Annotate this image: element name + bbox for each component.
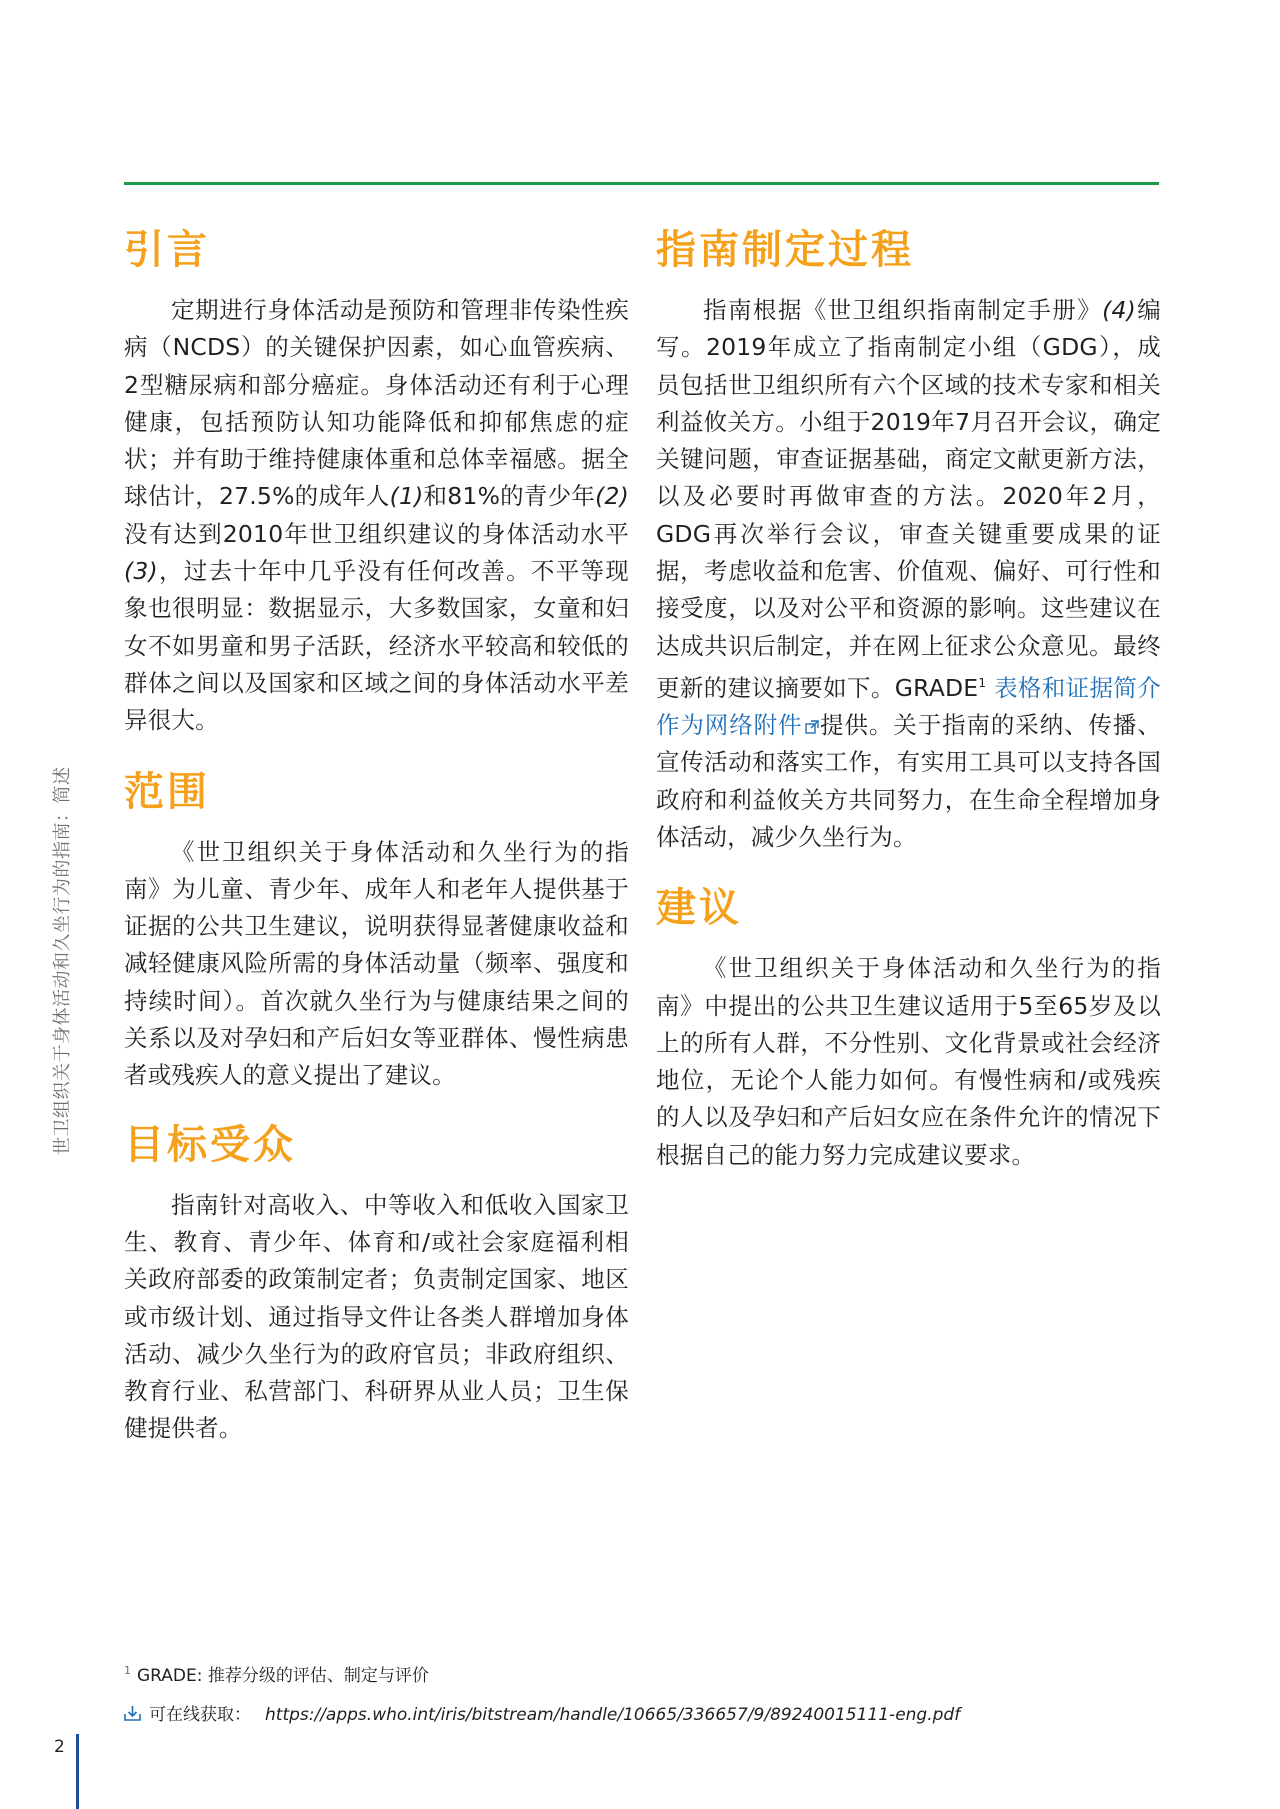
online-availability [124,1700,960,1725]
footnote-ref: 1 [978,675,987,690]
online-label: 可在线获取： [149,1705,251,1725]
intro-paragraph [124,292,629,740]
heading-audience: 目标受众 [124,1121,296,1168]
external-link-icon[interactable] [805,720,819,734]
process-text-1: 指南根据《世卫组织指南制定手册》 [703,296,1103,324]
section-intro [124,222,629,740]
intro-text-3: 没有达到2010年世卫组织建议的身体活动水平 [124,519,629,548]
heading-scope: 范围 [124,768,210,815]
audience-paragraph: 指南针对高收入、中等收入和低收入国家卫生、教育、青少年、体育和/或社会家庭福利相关政府部委的政策制定者；负责制定国家、地区或市级计划、通过指导文件让各类人群增加身体活动、减少久坐行为的政府官员；非政府组织、教育行业、私营部门、科研界从业人员；卫生保健提供者。 [124,1190,629,1443]
section-audience [124,1117,629,1448]
process-paragraph [656,292,1161,856]
top-divider [124,182,1159,185]
section-scope [124,764,629,1095]
online-url-link[interactable]: https://apps.who.int/iris/bitstream/handle/10665/336657/9/89240015111-eng.pdf [265,1705,961,1725]
intro-text-4: ，过去十年中几乎没有任何改善。不平等现象也很明显：数据显示，大多数国家，女童和妇女不如男童和男子活跃，经济水平较高和较低的群体之间以及国家和区域之间的身体活动水平差异很大。 [124,557,629,735]
intro-text-1: 定期进行身体活动是预防和管理非传染性疾病（NCDS）的关键保护因素，如心血管疾病、2型糖尿病和部分癌症。身体活动还有利于心理健康，包括预防认知功能降低和抑郁焦虑的症状；并有助于维持健康体重和总体幸福感。据全球估计，27.5%的成年人 [124,296,629,511]
scope-paragraph: 《世卫组织关于身体活动和久坐行为的指南》为儿童、青少年、成年人和老年人提供基于证据的公共卫生建议，说明获得显著健康收益和减轻健康风险所需的身体活动量（频率、强度和持续时间）。首次就久坐行为与健康结果之间的关系以及对孕妇和产后妇女等亚群体、慢性病患者或残疾人的意义提出了建议。 [124,837,629,1090]
heading-recommendations: 建议 [656,885,742,932]
intro-text-2: 和81%的青少年 [423,482,596,511]
section-recommendations [656,880,1161,1174]
process-text-2: 编写。2019年成立了指南制定小组（GDG），成员包括世卫组织所有六个区域的技术专家和相关利益攸关方。小组于2019年7月召开会议，确定关键问题，审查证据基础，商定文献更新方法，以及必要时再做审查的方法。2020年2月，GDG再次举行会议，审查关键重要成果的证据，考虑收益和危害、价值观、偏好、可行性和接受度，以及对公平和资源的影响。这些建议在达成共识后制定，并在网上征求公众意见。最终更新的建议摘要如下。GRADE [656,296,1161,702]
section-process [656,222,1161,856]
left-column [124,222,629,1448]
citation-1: (1) [389,482,424,511]
footnote-mark: 1 [124,1664,131,1678]
heading-intro: 引言 [124,227,210,273]
citation-2: (2) [595,482,629,511]
footnote [124,1661,429,1686]
page-number-rule [76,1734,79,1809]
recommendations-paragraph: 《世卫组织关于身体活动和久坐行为的指南》中提出的公共卫生建议适用于5至65岁及以上的所有人群，不分性别、文化背景或社会经济地位，无论个人能力如何。有慢性病和/或残疾的人以及孕妇和产后妇女应在条件允许的情况下根据自己的能力努力完成建议要求。 [656,954,1161,1169]
page-number: 2 [54,1737,65,1757]
heading-process: 指南制定过程 [656,227,914,273]
process-text-3: 提供。关于指南的采纳、传播、宣传活动和落实工作，有实用工具可以支持各国政府和利益攸关方共同努力，在生命全程增加身体活动，减少久坐行为。 [656,711,1161,851]
running-title-text: 世卫组织关于身体活动和久坐行为的指南：简述 [52,766,73,1155]
footnote-text: GRADE: 推荐分级的评估、制定与评价 [137,1666,429,1686]
download-icon [124,1705,141,1722]
web-annex-link-text[interactable]: 表格和证据简介作为网络附件 [656,673,1162,740]
citation-4: (4) [1102,296,1137,324]
right-column [656,222,1161,1174]
citation-3: (3) [124,557,158,586]
